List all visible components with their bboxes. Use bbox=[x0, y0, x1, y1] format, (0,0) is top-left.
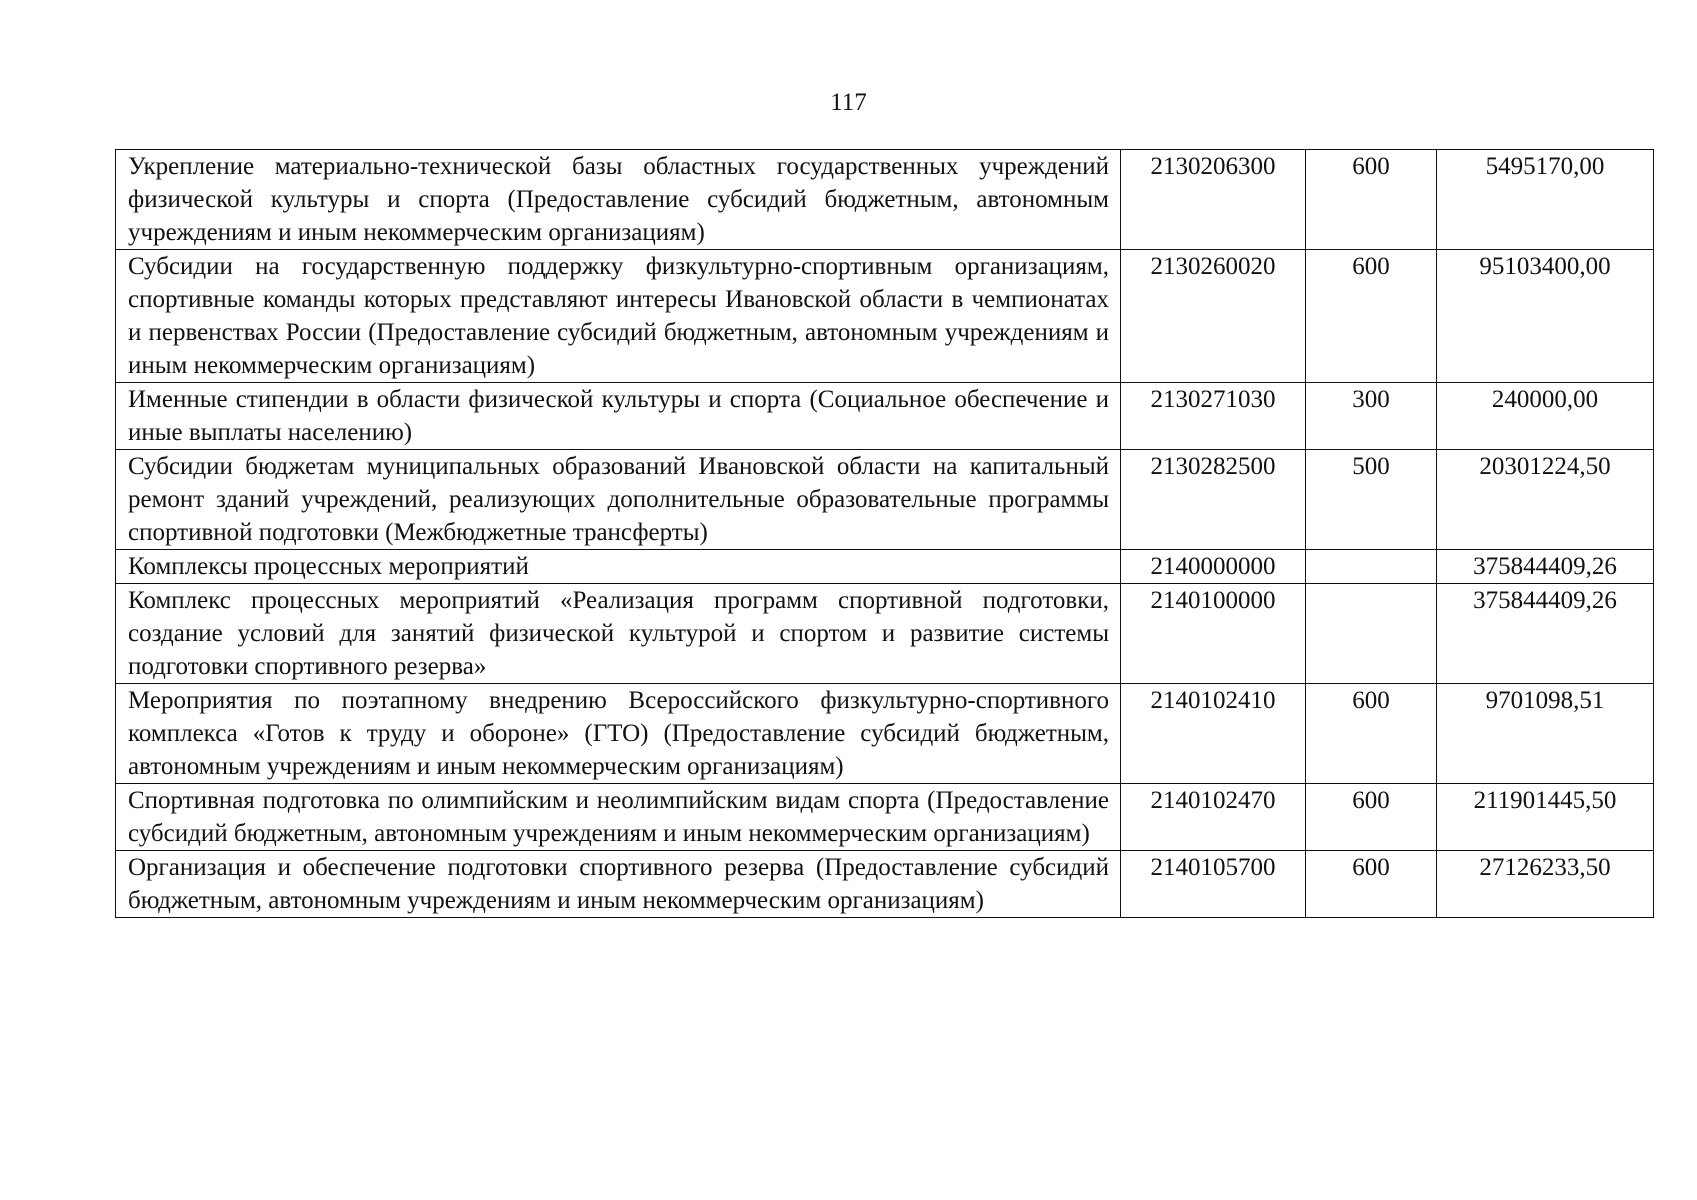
row-amount: 211901445,50 bbox=[1437, 784, 1654, 851]
row-name: Субсидии на государственную поддержку физкультурно-спортивным организациям, спортивные команды которых представляют интересы Ивановской области в чемпионатах и первенствах России (Предоставление субсидий бюджетным, автономным учреждениям и иным некоммерческим организациям) bbox=[116, 250, 1121, 383]
row-expense-type bbox=[1306, 584, 1437, 684]
row-name: Комплекс процессных мероприятий «Реализация программ спортивной подготовки, создание условий для занятий физической культурой и спортом и развитие системы подготовки спортивного резерва» bbox=[116, 584, 1121, 684]
table-row bbox=[116, 450, 1654, 550]
row-expense-type bbox=[1306, 550, 1437, 584]
row-amount: 9701098,51 bbox=[1437, 684, 1654, 784]
row-expense-type: 600 bbox=[1306, 150, 1437, 250]
row-name: Организация и обеспечение подготовки спортивного резерва (Предоставление субсидий бюджетным, автономным учреждениям и иным некоммерческим организациям) bbox=[116, 851, 1121, 918]
row-code: 2140105700 bbox=[1121, 851, 1306, 918]
row-name: Укрепление материально-технической базы областных государственных учреждений физической культуры и спорта (Предоставление субсидий бюджетным, автономным учреждениям и иным некоммерческим организациям) bbox=[116, 150, 1121, 250]
row-amount: 5495170,00 bbox=[1437, 150, 1654, 250]
row-amount: 375844409,26 bbox=[1437, 550, 1654, 584]
row-code: 2140102410 bbox=[1121, 684, 1306, 784]
row-amount: 375844409,26 bbox=[1437, 584, 1654, 684]
budget-table bbox=[115, 149, 1654, 918]
table-row bbox=[116, 150, 1654, 250]
row-amount: 27126233,50 bbox=[1437, 851, 1654, 918]
row-expense-type: 600 bbox=[1306, 250, 1437, 383]
table-row bbox=[116, 250, 1654, 383]
row-name: Мероприятия по поэтапному внедрению Всероссийского физкультурно-спортивного комплекса «Готов к труду и обороне» (ГТО) (Предоставление субсидий бюджетным, автономным учреждениям и иным некоммерческим организациям) bbox=[116, 684, 1121, 784]
row-expense-type: 600 bbox=[1306, 684, 1437, 784]
row-code: 2130282500 bbox=[1121, 450, 1306, 550]
row-name: Комплексы процессных мероприятий bbox=[116, 550, 1121, 584]
row-name: Именные стипендии в области физической культуры и спорта (Социальное обеспечение и иные выплаты населению) bbox=[116, 383, 1121, 450]
row-expense-type: 300 bbox=[1306, 383, 1437, 450]
row-expense-type: 600 bbox=[1306, 784, 1437, 851]
page-number: 117 bbox=[830, 89, 867, 116]
row-code: 2140100000 bbox=[1121, 584, 1306, 684]
row-code: 2140000000 bbox=[1121, 550, 1306, 584]
table-row bbox=[116, 584, 1654, 684]
row-name: Спортивная подготовка по олимпийским и неолимпийским видам спорта (Предоставление субсидий бюджетным, автономным учреждениям и иным некоммерческим организациям) bbox=[116, 784, 1121, 851]
table-row bbox=[116, 550, 1654, 584]
table-row bbox=[116, 851, 1654, 918]
table-row bbox=[116, 383, 1654, 450]
row-expense-type: 500 bbox=[1306, 450, 1437, 550]
row-amount: 240000,00 bbox=[1437, 383, 1654, 450]
row-amount: 20301224,50 bbox=[1437, 450, 1654, 550]
row-name: Субсидии бюджетам муниципальных образований Ивановской области на капитальный ремонт зданий учреждений, реализующих дополнительные образовательные программы спортивной подготовки (Межбюджетные трансферты) bbox=[116, 450, 1121, 550]
table-row bbox=[116, 684, 1654, 784]
row-code: 2130260020 bbox=[1121, 250, 1306, 383]
row-expense-type: 600 bbox=[1306, 851, 1437, 918]
row-code: 2140102470 bbox=[1121, 784, 1306, 851]
row-code: 2130271030 bbox=[1121, 383, 1306, 450]
table-row bbox=[116, 784, 1654, 851]
row-amount: 95103400,00 bbox=[1437, 250, 1654, 383]
row-code: 2130206300 bbox=[1121, 150, 1306, 250]
